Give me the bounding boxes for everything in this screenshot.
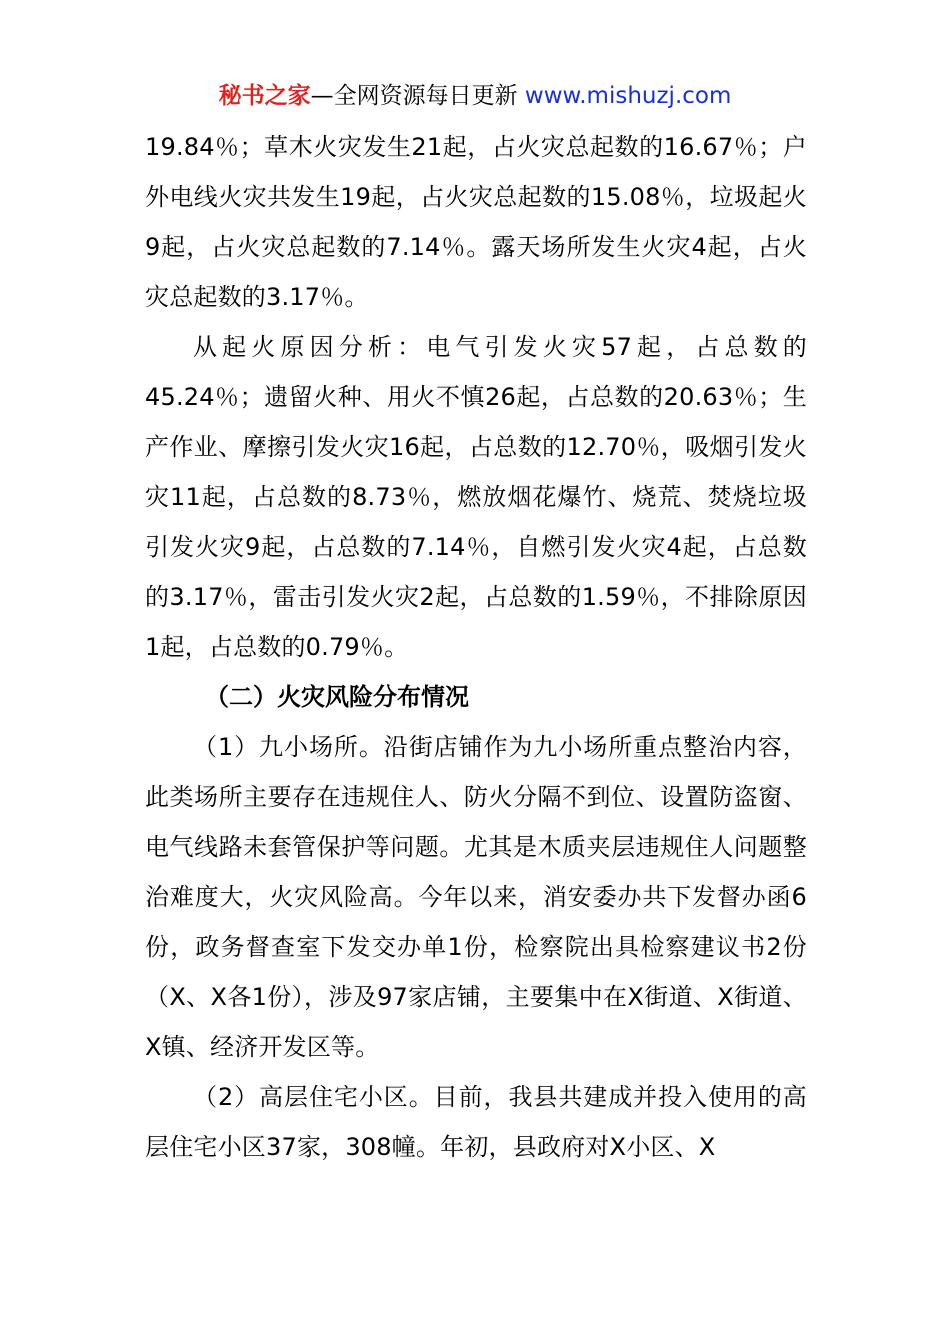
- site-url-link[interactable]: www.mishuzj.com: [524, 83, 732, 109]
- paragraph-high-rise-residential: （2）高层住宅小区。目前，我县共建成并投入使用的高层住宅小区37家，308幢。年初，县政府对X小区、X: [145, 1083, 807, 1161]
- paragraph-small-venues: （1）九小场所。沿街店铺作为九小场所重点整治内容，此类场所主要存在违规住人、防火分隔不到位、设置防盗窗、电气线路未套管保护等问题。尤其是木质夹层违规住人问题整治难度大，火灾风险高。今年以来，消安委办共下发督办函6份，政务督查室下发交办单1份，检察院出具检察建议书2份（X、X各1份），涉及97家店铺，主要集中在X街道、X街道、X镇、经济开发区等。: [145, 733, 807, 1061]
- site-tagline: —全网资源每日更新: [310, 83, 518, 109]
- site-header: [0, 78, 950, 114]
- paragraph-fire-cause-analysis: 从起火原因分析：电气引发火灾57起，占总数的45.24％；遗留火种、用火不慎26起，占总数的20.63％；生产作业、摩擦引发火灾16起，占总数的12.70％，吸烟引发火灾11起，占总数的8.73％，燃放烟花爆竹、烧荒、焚烧垃圾引发火灾9起，占总数的7.14％，自燃引发火灾4起，占总数的3.17％，雷击引发火灾2起，占总数的1.59％，不排除原因1起，占总数的0.79％。: [145, 333, 807, 661]
- section-heading-fire-risk: （二）火灾风险分布情况: [205, 683, 469, 711]
- document-body: [145, 122, 807, 1172]
- paragraph-fire-type-continued: 19.84％；草木火灾发生21起，占火灾总起数的16.67％；户外电线火灾共发生19起，占火灾总起数的15.08％，垃圾起火9起，占火灾总起数的7.14％。露天场所发生火灾4起，占火灾总起数的3.17％。: [145, 133, 807, 311]
- site-brand: 秘书之家: [218, 83, 311, 109]
